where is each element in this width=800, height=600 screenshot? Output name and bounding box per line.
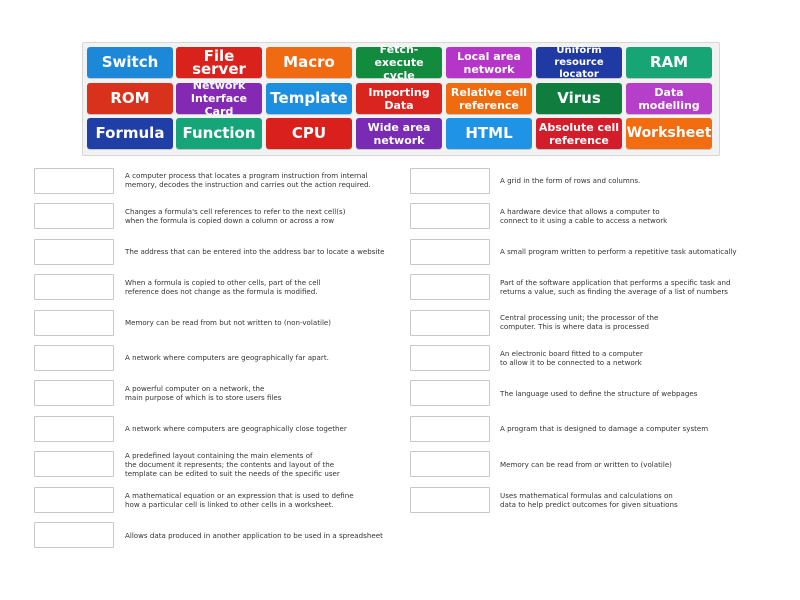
drop-zone-left-7[interactable]	[34, 380, 114, 406]
tile-macro[interactable]: Macro	[266, 47, 352, 78]
drop-zone-right-5[interactable]	[410, 310, 490, 336]
clue-left-9: A predefined layout containing the main elements of the document it represents; the contents and layout of the template can be edited to suit the needs of the specific user	[125, 451, 340, 478]
drop-zone-left-8[interactable]	[34, 416, 114, 442]
tile-file-server[interactable]: File server	[176, 47, 262, 78]
clue-right-3: A small program written to perform a repetitive task automatically	[500, 247, 737, 256]
drop-zone-left-1[interactable]	[34, 168, 114, 194]
drop-zone-right-4[interactable]	[410, 274, 490, 300]
tile-absolute-cell-reference[interactable]: Absolute cell reference	[536, 118, 622, 149]
clue-right-5: Central processing unit; the processor of the computer. This is where data is processed	[500, 313, 659, 331]
tile-virus[interactable]: Virus	[536, 83, 622, 114]
clue-right-7: The language used to define the structure of webpages	[500, 389, 698, 398]
tile-wide-area-network[interactable]: Wide area network	[356, 118, 442, 149]
tile-fetch-execute-cycle[interactable]: Fetch-execute cycle	[356, 47, 442, 78]
drop-zone-left-11[interactable]	[34, 522, 114, 548]
clue-right-10: Uses mathematical formulas and calculations on data to help predict outcomes for given situations	[500, 491, 678, 509]
drop-zone-right-3[interactable]	[410, 239, 490, 265]
drop-zone-left-6[interactable]	[34, 345, 114, 371]
drop-zone-left-9[interactable]	[34, 451, 114, 477]
clue-right-2: A hardware device that allows a computer to connect to it using a cable to access a network	[500, 207, 668, 225]
clue-left-3: The address that can be entered into the address bar to locate a website	[125, 247, 385, 256]
clue-right-6: An electronic board fitted to a computer to allow it to be connected to a network	[500, 349, 643, 367]
clue-left-10: A mathematical equation or an expression that is used to define how a particular cell is linked to other cells in a worksheet.	[125, 491, 354, 509]
drop-zone-right-9[interactable]	[410, 451, 490, 477]
clue-right-4: Part of the software application that performs a specific task and returns a value, such as finding the average of a list of numbers	[500, 278, 731, 296]
drop-zone-left-3[interactable]	[34, 239, 114, 265]
tile-uniform-resource-locator[interactable]: Uniform resource locator	[536, 47, 622, 78]
tile-formula[interactable]: Formula	[87, 118, 173, 149]
clue-left-8: A network where computers are geographically close together	[125, 424, 347, 433]
clue-left-7: A powerful computer on a network, the main purpose of which is to store users files	[125, 384, 282, 402]
tile-switch[interactable]: Switch	[87, 47, 173, 78]
tile-html[interactable]: HTML	[446, 118, 532, 149]
clue-left-6: A network where computers are geographically far apart.	[125, 353, 329, 362]
clue-right-9: Memory can be read from or written to (volatile)	[500, 460, 672, 469]
drop-zone-right-6[interactable]	[410, 345, 490, 371]
tile-worksheet[interactable]: Worksheet	[626, 118, 712, 149]
tile-ram[interactable]: RAM	[626, 47, 712, 78]
clue-right-8: A program that is designed to damage a computer system	[500, 424, 709, 433]
tile-template[interactable]: Template	[266, 83, 352, 114]
tile-relative-cell-reference[interactable]: Relative cell reference	[446, 83, 532, 114]
clue-left-5: Memory can be read from but not written to (non-volatile)	[125, 318, 332, 327]
drop-zone-left-4[interactable]	[34, 274, 114, 300]
drop-zone-right-10[interactable]	[410, 487, 490, 513]
clue-left-2: Changes a formula's cell references to refer to the next cell(s) when the formula is copied down a column or across a row	[125, 207, 346, 225]
clue-left-11: Allows data produced in another application to be used in a spreadsheet	[125, 531, 383, 540]
drop-zone-left-10[interactable]	[34, 487, 114, 513]
tile-local-area-network[interactable]: Local area network	[446, 47, 532, 78]
clue-left-4: When a formula is copied to other cells, part of the cell reference does not change as the formula is modified.	[125, 278, 321, 296]
tile-network-interface-card[interactable]: Network Interface Card	[176, 83, 262, 114]
tile-function[interactable]: Function	[176, 118, 262, 149]
tile-cpu[interactable]: CPU	[266, 118, 352, 149]
drop-zone-left-2[interactable]	[34, 203, 114, 229]
drop-zone-right-7[interactable]	[410, 380, 490, 406]
clue-right-1: A grid in the form of rows and columns.	[500, 176, 641, 185]
clue-left-1: A computer process that locates a program instruction from internal memory, decodes the instruction and carries out the action required.	[125, 171, 371, 189]
drop-zone-right-2[interactable]	[410, 203, 490, 229]
drop-zone-right-1[interactable]	[410, 168, 490, 194]
drop-zone-left-5[interactable]	[34, 310, 114, 336]
tile-data-modelling[interactable]: Data modelling	[626, 83, 712, 114]
tile-importing-data[interactable]: Importing Data	[356, 83, 442, 114]
drop-zone-right-8[interactable]	[410, 416, 490, 442]
tile-rom[interactable]: ROM	[87, 83, 173, 114]
